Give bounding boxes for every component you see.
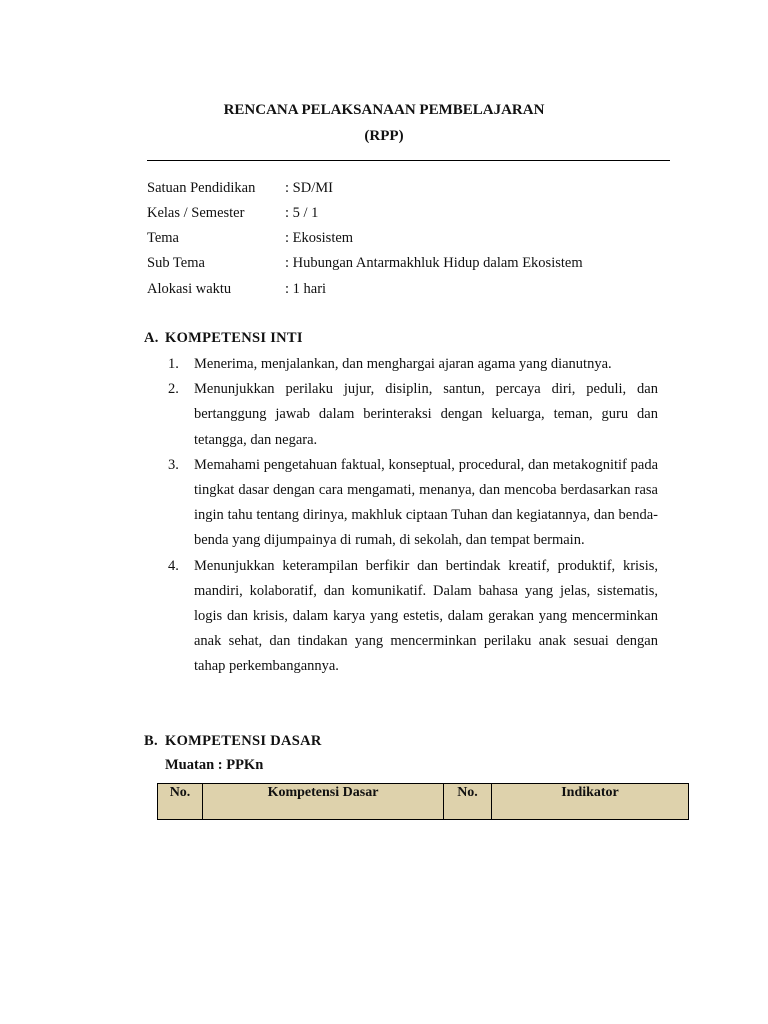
meta-value: : 1 hari [285,281,327,297]
meta-key: Kelas / Semester [147,205,245,221]
section-title: KOMPETENSI INTI [165,330,303,346]
list-text: Memahami pengetahuan faktual, konseptual, procedural, dan metakognitif pada tingkat dasar dengan cara mengamati, menanya, dan mencoba berdasarkan rasa ingin tahu tentang dirinya, makhluk ciptaan Tuhan dan kegiatannya, dan benda-benda yang dijumpainya di rumah, di sekolah, dan tempat bermain. [194,456,658,549]
section-b-heading [144,733,322,750]
table-header-row [158,784,689,820]
list-number: 3. [168,456,179,473]
muatan-subtitle: Muatan : PPKn [165,757,264,773]
list-text: Menerima, menjalankan, dan menghargai ajaran agama yang dianutnya. [194,356,612,372]
table-header-indikator: Indikator [492,784,689,820]
document-subtitle: (RPP) [364,128,404,144]
list-text: Menunjukkan perilaku jujur, disiplin, santun, percaya diri, peduli, dan bertanggung jawab dalam berinteraksi dengan keluarga, teman, guru dan tetangga, dan negara. [194,381,658,448]
meta-value: : 5 / 1 [285,205,319,221]
kompetensi-inti-list [168,352,658,680]
section-letter: B. [144,733,158,749]
list-item [168,352,658,377]
document-title: RENCANA PELAKSANAAN PEMBELAJARAN [223,102,545,118]
list-text: Menunjukkan keterampilan berfikir dan bertindak kreatif, produktif, krisis, mandiri, kolaboratif, dan komunikatif. Dalam bahasa yang jelas, sistematis, logis dan krisis, dalam karya yang estetis, dalam gerakan yang mencerminkan anak sehat, dan tindakan yang mencerminkan perilaku anak sesuai dengan tahap perkembangannya. [194,557,658,675]
meta-value: : Ekosistem [285,230,354,246]
list-number: 1. [168,356,179,372]
kompetensi-dasar-table [157,783,689,820]
list-item [168,554,658,680]
list-item [168,377,658,453]
meta-key: Alokasi waktu [147,281,232,297]
list-number: 4. [168,557,179,574]
list-item [168,453,658,554]
meta-value: : Hubungan Antarmakhluk Hidup dalam Ekosistem [285,255,583,271]
meta-key: Sub Tema [147,255,205,271]
section-title: KOMPETENSI DASAR [165,733,322,749]
meta-value: : SD/MI [285,180,333,196]
title-divider [147,160,670,161]
list-number: 2. [168,381,179,398]
table-header-kompetensi-dasar: Kompetensi Dasar [203,784,444,820]
meta-key: Tema [147,230,179,246]
section-letter: A. [144,330,159,346]
table-header-no: No. [158,784,203,820]
section-a-heading [144,330,303,347]
meta-key: Satuan Pendidikan [147,180,256,196]
table-header-no-indikator: No. [444,784,492,820]
